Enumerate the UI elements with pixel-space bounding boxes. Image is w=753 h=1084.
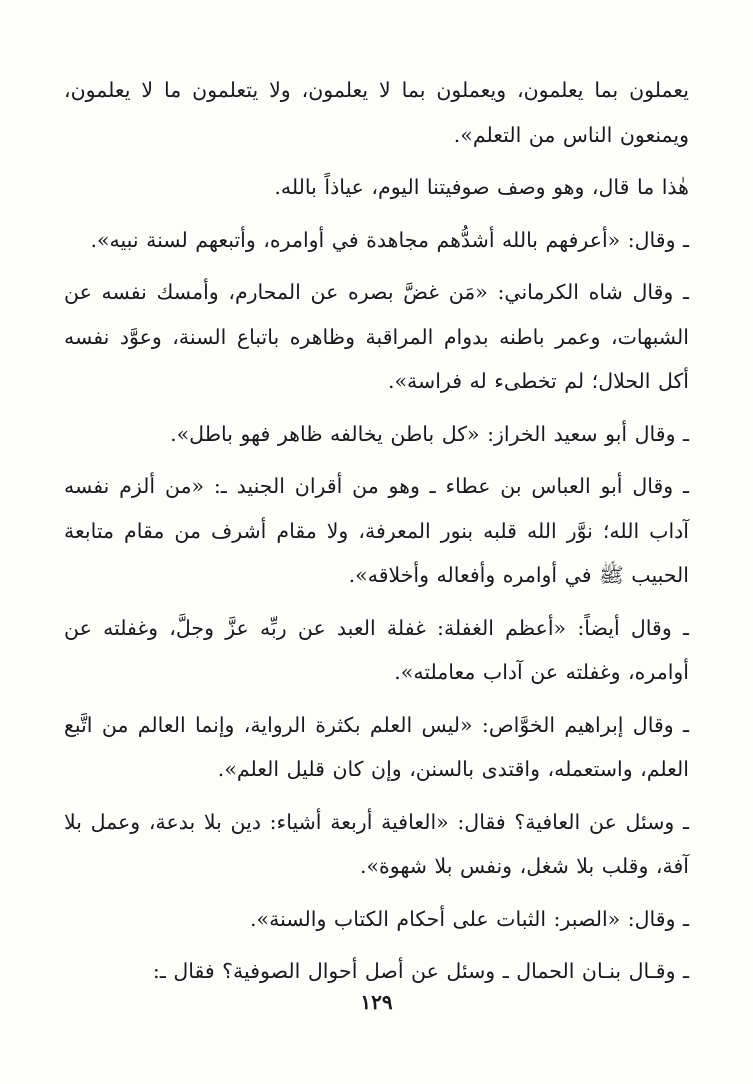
paragraph-2: هٰذا ما قال، وهو وصف صوفيتنا اليوم، عياذاً بالله. [274,175,689,199]
page-body [64,68,689,994]
paragraph-5: ـ وقال أبو سعيد الخراز: «كل باطن يخالفه ظاهر فهو باطل». [170,421,689,446]
paragraph-9: ـ وسئل عن العافية؟ فقال: «العافية أربعة أشياء: دين بلا بدعة، وعمل بلا آفة، وقلب بلا شغل، ونفس بلا شهوة». [64,809,689,878]
paragraph-7: ـ وقال أيضاً: «أعظم الغفلة: غفلة العبد عن ربِّه عزَّ وجلَّ، وغفلته عن أوامره، وغفلته عن آداب معاملته». [64,615,689,684]
paragraph-4: ـ وقال شاه الكرماني: «مَن غضَّ بصره عن المحارم، وأمسك نفسه عن الشبهات، وعمر باطنه بدوام المراقبة وظاهره باتباع السنة، وعوَّد نفسه أكل الحلال؛ لم تخطىء له فراسة». [64,280,689,393]
paragraph-8: ـ وقال إبراهيم الخوَّاص: «ليس العلم بكثرة الرواية، وإنما العالم من اتَّبع العلم، واستعمله، واقتدى بالسنن، وإن كان قليل العلم». [64,712,689,781]
paragraph-10: ـ وقال: «الصبر: الثبات على أحكام الكتاب والسنة». [250,906,689,931]
paragraph-6: ـ وقال أبو العباس بن عطاء ـ وهو من أقران الجنيد ـ: «من ألزم نفسه آداب الله؛ نوَّر الله قلبه بنور المعرفة، ولا مقام أشرف من مقام متابعة الحبيب ﷺ في أوامره وأفعاله وأخلاقه». [64,474,689,587]
paragraph-3: ـ وقال: «أعرفهم بالله أشدُّهم مجاهدة في أوامره، وأتبعهم لسنة نبيه». [90,227,689,252]
paragraph-11: ـ وقـال بنـان الحمال ـ وسئل عن أصل أحوال الصوفية؟ فقال ـ: [152,959,689,983]
paragraph-1: يعملون بما يعلمون، ويعملون بما لا يعلمون، ولا يتعلمون ما لا يعلمون، ويمنعون الناس من التعلم». [64,78,689,147]
page-number: ١٢٩ [360,990,393,1014]
